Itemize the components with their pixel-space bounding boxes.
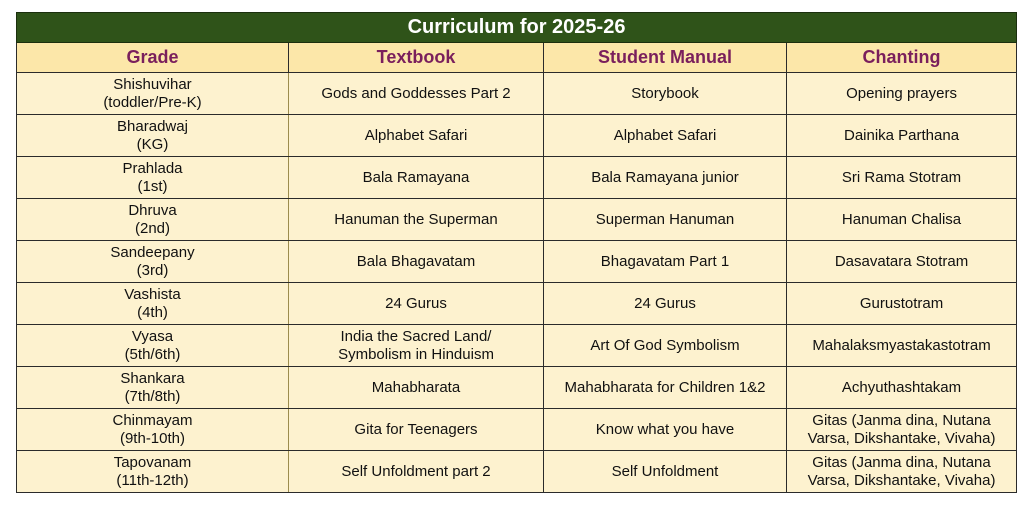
header-textbook: Textbook bbox=[289, 43, 544, 73]
chanting-cell-line: Sri Rama Stotram bbox=[841, 168, 962, 186]
textbook-cell bbox=[289, 367, 544, 409]
grade-cell bbox=[17, 115, 289, 157]
student-manual-cell bbox=[544, 241, 787, 283]
textbook-cell bbox=[289, 115, 544, 157]
grade-cell-line: (1st) bbox=[137, 177, 168, 195]
textbook-cell-line: India the Sacred Land/ bbox=[340, 327, 492, 345]
table-body bbox=[17, 73, 1017, 493]
table-row bbox=[17, 451, 1017, 493]
textbook-cell bbox=[289, 157, 544, 199]
table-row bbox=[17, 157, 1017, 199]
student-manual-cell bbox=[544, 325, 787, 367]
student-manual-cell-line: Know what you have bbox=[595, 420, 735, 438]
grade-cell bbox=[17, 241, 289, 283]
grade-cell-line: Dhruva bbox=[128, 201, 177, 219]
chanting-cell-line: Varsa, Dikshantake, Vivaha) bbox=[807, 429, 996, 447]
chanting-cell bbox=[787, 451, 1017, 493]
grade-cell-line: Shankara bbox=[120, 369, 185, 387]
chanting-cell bbox=[787, 73, 1017, 115]
title-row bbox=[17, 13, 1017, 43]
chanting-cell bbox=[787, 367, 1017, 409]
textbook-cell-line: Alphabet Safari bbox=[364, 126, 468, 144]
chanting-cell-line: Gurustotram bbox=[859, 294, 944, 312]
student-manual-cell bbox=[544, 199, 787, 241]
student-manual-cell-line: Bhagavatam Part 1 bbox=[600, 252, 730, 270]
student-manual-cell bbox=[544, 451, 787, 493]
grade-cell-line: Tapovanam bbox=[113, 453, 192, 471]
chanting-cell-line: Varsa, Dikshantake, Vivaha) bbox=[807, 471, 996, 489]
grade-cell-line: Vyasa bbox=[131, 327, 174, 345]
student-manual-cell-line: Mahabharata for Children 1&2 bbox=[564, 378, 766, 396]
chanting-cell bbox=[787, 241, 1017, 283]
grade-cell-line: Prahlada bbox=[122, 159, 183, 177]
grade-cell-line: Sandeepany bbox=[110, 243, 195, 261]
grade-cell-line: (11th-12th) bbox=[116, 471, 189, 489]
header-row bbox=[17, 43, 1017, 73]
grade-cell-line: Vashista bbox=[124, 285, 181, 303]
textbook-cell-line: 24 Gurus bbox=[385, 294, 447, 312]
grade-cell-line: Chinmayam bbox=[112, 411, 193, 429]
textbook-cell-line: Symbolism in Hinduism bbox=[338, 345, 494, 363]
table-row bbox=[17, 367, 1017, 409]
student-manual-cell-line: Superman Hanuman bbox=[595, 210, 735, 228]
chanting-cell-line: Achyuthashtakam bbox=[841, 378, 962, 396]
curriculum-table bbox=[16, 12, 1017, 493]
textbook-cell-line: Self Unfoldment part 2 bbox=[341, 462, 491, 480]
textbook-cell-line: Gita for Teenagers bbox=[354, 420, 478, 438]
table-row bbox=[17, 199, 1017, 241]
chanting-cell-line: Gitas (Janma dina, Nutana bbox=[812, 453, 991, 471]
chanting-cell bbox=[787, 157, 1017, 199]
grade-cell-line: (KG) bbox=[136, 135, 169, 153]
grade-cell bbox=[17, 451, 289, 493]
chanting-cell bbox=[787, 115, 1017, 157]
header-student-manual: Student Manual bbox=[544, 43, 787, 73]
chanting-cell bbox=[787, 409, 1017, 451]
grade-cell-line: (toddler/Pre-K) bbox=[103, 93, 202, 111]
textbook-cell bbox=[289, 409, 544, 451]
chanting-cell-line: Opening prayers bbox=[846, 84, 957, 102]
table-row bbox=[17, 283, 1017, 325]
table-row bbox=[17, 409, 1017, 451]
header-grade: Grade bbox=[17, 43, 289, 73]
table-title: Curriculum for 2025-26 bbox=[17, 13, 1017, 43]
grade-cell bbox=[17, 283, 289, 325]
student-manual-cell-line: Self Unfoldment bbox=[611, 462, 719, 480]
header-chanting: Chanting bbox=[787, 43, 1017, 73]
grade-cell-line: (5th/6th) bbox=[124, 345, 181, 363]
textbook-cell-line: Hanuman the Superman bbox=[334, 210, 498, 228]
textbook-cell-line: Bala Ramayana bbox=[362, 168, 470, 186]
table-row bbox=[17, 73, 1017, 115]
student-manual-cell bbox=[544, 73, 787, 115]
chanting-cell bbox=[787, 325, 1017, 367]
grade-cell bbox=[17, 367, 289, 409]
student-manual-cell-line: Alphabet Safari bbox=[613, 126, 717, 144]
grade-cell bbox=[17, 325, 289, 367]
grade-cell-line: (4th) bbox=[137, 303, 168, 321]
student-manual-cell bbox=[544, 409, 787, 451]
grade-cell-line: (3rd) bbox=[136, 261, 169, 279]
textbook-cell-line: Bala Bhagavatam bbox=[356, 252, 476, 270]
textbook-cell bbox=[289, 451, 544, 493]
textbook-cell-line: Gods and Goddesses Part 2 bbox=[321, 84, 511, 102]
chanting-cell-line: Mahalaksmyastakastotram bbox=[812, 336, 991, 354]
grade-cell-line: (7th/8th) bbox=[124, 387, 181, 405]
student-manual-cell-line: Bala Ramayana junior bbox=[591, 168, 739, 186]
student-manual-cell-line: 24 Gurus bbox=[634, 294, 696, 312]
table-row bbox=[17, 325, 1017, 367]
student-manual-cell bbox=[544, 367, 787, 409]
student-manual-cell-line: Art Of God Symbolism bbox=[590, 336, 740, 354]
student-manual-cell bbox=[544, 283, 787, 325]
chanting-cell-line: Dasavatara Stotram bbox=[834, 252, 969, 270]
grade-cell-line: Bharadwaj bbox=[117, 117, 188, 135]
grade-cell-line: Shishuvihar bbox=[113, 75, 192, 93]
student-manual-cell-line: Storybook bbox=[631, 84, 699, 102]
chanting-cell-line: Hanuman Chalisa bbox=[841, 210, 962, 228]
grade-cell bbox=[17, 199, 289, 241]
table-row bbox=[17, 241, 1017, 283]
chanting-cell bbox=[787, 199, 1017, 241]
student-manual-cell bbox=[544, 115, 787, 157]
textbook-cell bbox=[289, 241, 544, 283]
student-manual-cell bbox=[544, 157, 787, 199]
chanting-cell-line: Dainika Parthana bbox=[843, 126, 960, 144]
chanting-cell-line: Gitas (Janma dina, Nutana bbox=[812, 411, 991, 429]
grade-cell-line: (9th-10th) bbox=[119, 429, 186, 447]
grade-cell bbox=[17, 157, 289, 199]
grade-cell bbox=[17, 73, 289, 115]
textbook-cell bbox=[289, 73, 544, 115]
textbook-cell bbox=[289, 325, 544, 367]
chanting-cell bbox=[787, 283, 1017, 325]
textbook-cell bbox=[289, 199, 544, 241]
curriculum-table-container bbox=[16, 12, 1016, 493]
table-row bbox=[17, 115, 1017, 157]
textbook-cell-line: Mahabharata bbox=[371, 378, 461, 396]
grade-cell-line: (2nd) bbox=[134, 219, 171, 237]
grade-cell bbox=[17, 409, 289, 451]
textbook-cell bbox=[289, 283, 544, 325]
